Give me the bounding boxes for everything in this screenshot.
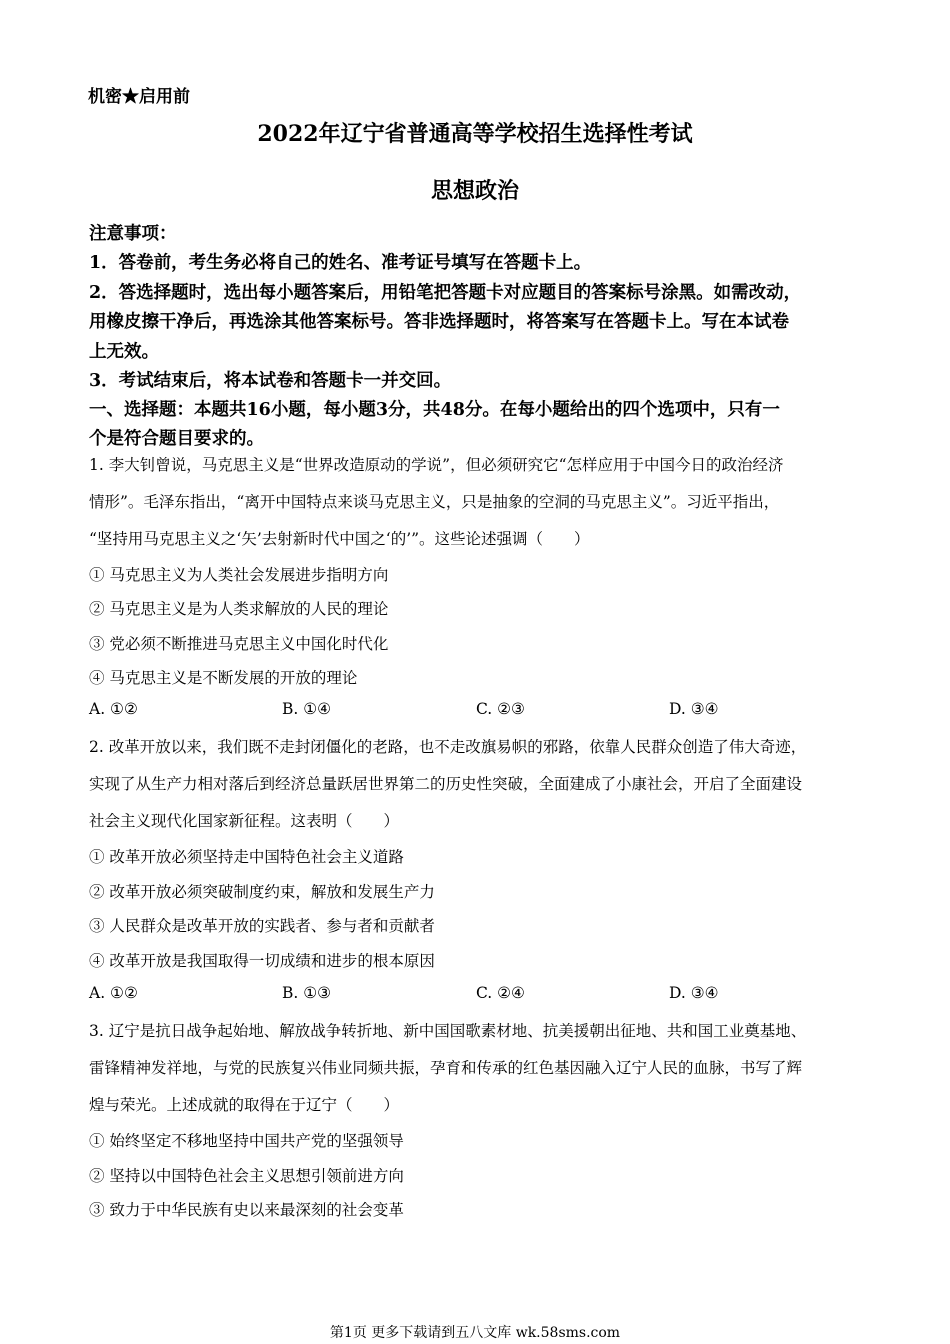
question-1-option-c[interactable]: C. ②③ xyxy=(476,700,525,718)
question-3-statement: ② 坚持以中国特色社会主义思想引领前进方向 xyxy=(89,1167,404,1185)
question-1-stem: 1. 李大钊曾说，马克思主义是“世界改造原动的学说”，但必须研究它“怎样应用于中国今日的政治经济 xyxy=(89,456,784,474)
question-3-stem: 3. 辽宁是抗日战争起始地、解放战争转折地、新中国国歌素材地、抗美援朝出征地、共和国工业奠基地、 xyxy=(89,1022,807,1040)
confidential-label: 机密★启用前 xyxy=(88,87,190,107)
section-heading: 一、选择题：本题共16小题，每小题3分，共48分。在每小题给出的四个选项中，只有一 xyxy=(89,400,780,420)
question-2-option-d[interactable]: D. ③④ xyxy=(669,984,719,1002)
section-heading-cont: 个是符合题目要求的。 xyxy=(89,429,264,449)
question-2-option-c[interactable]: C. ②④ xyxy=(476,984,525,1002)
question-3-stem: 雷锋精神发祥地，与党的民族复兴伟业同频共振，孕育和传承的红色基因融入辽宁人民的血脉，书写了辉 xyxy=(89,1059,803,1077)
question-2-statement: ③ 人民群众是改革开放的实践者、参与者和贡献者 xyxy=(89,917,435,935)
notice-item: 用橡皮擦干净后，再选涂其他答案标号。答非选择题时，将答案写在答题卡上。写在本试卷 xyxy=(89,312,789,332)
question-2-statement: ④ 改革开放是我国取得一切成绩和进步的根本原因 xyxy=(89,952,435,970)
notice-heading: 注意事项： xyxy=(89,224,177,244)
question-2-option-b[interactable]: B. ①③ xyxy=(282,984,332,1002)
question-1-statement: ② 马克思主义是为人类求解放的人民的理论 xyxy=(89,600,389,618)
page-footer: 第1页 更多下载请到五八文库 wk.58sms.com xyxy=(329,1325,621,1341)
exam-title: 2022年辽宁省普通高等学校招生选择性考试 xyxy=(257,121,693,147)
question-3-statement: ① 始终坚定不移地坚持中国共产党的坚强领导 xyxy=(89,1132,404,1150)
question-3-stem: 煌与荣光。上述成就的取得在于辽宁（ ） xyxy=(89,1096,400,1114)
question-1-stem: 情形”。毛泽东指出，“离开中国特点来谈马克思主义，只是抽象的空洞的马克思主义”。习近平指出， xyxy=(89,493,780,511)
notice-item: 上无效。 xyxy=(89,342,159,362)
subject-title: 思想政治 xyxy=(430,178,519,204)
question-2-stem: 实现了从生产力相对落后到经济总量跃居世界第二的历史性突破，全面建成了小康社会，开启了全面建设 xyxy=(89,775,803,793)
question-1-option-a[interactable]: A. ①② xyxy=(89,700,138,718)
question-1-statement: ① 马克思主义为人类社会发展进步指明方向 xyxy=(89,566,389,584)
question-2-statement: ② 改革开放必须突破制度约束，解放和发展生产力 xyxy=(89,883,435,901)
question-1-option-b[interactable]: B. ①④ xyxy=(282,700,332,718)
notice-item: 3．考试结束后，将本试卷和答题卡一并交回。 xyxy=(89,371,452,391)
question-2-option-a[interactable]: A. ①② xyxy=(89,984,138,1002)
question-2-stem: 2. 改革开放以来，我们既不走封闭僵化的老路，也不走改旗易帜的邪路，依靠人民群众创造了伟大奇迹， xyxy=(89,738,807,756)
question-1-stem: “坚持用马克思主义之‘矢’去射新时代中国之‘的’”。这些论述强调（ ） xyxy=(89,530,590,548)
question-1-statement: ③ 党必须不断推进马克思主义中国化时代化 xyxy=(89,635,389,653)
question-1-option-d[interactable]: D. ③④ xyxy=(669,700,719,718)
question-3-statement: ③ 致力于中华民族有史以来最深刻的社会变革 xyxy=(89,1201,404,1219)
notice-item: 2．答选择题时，选出每小题答案后，用铅笔把答题卡对应题目的答案标号涂黑。如需改动， xyxy=(89,283,802,303)
question-2-statement: ① 改革开放必须坚持走中国特色社会主义道路 xyxy=(89,848,404,866)
question-1-statement: ④ 马克思主义是不断发展的开放的理论 xyxy=(89,669,358,687)
question-2-stem: 社会主义现代化国家新征程。这表明（ ） xyxy=(89,812,400,830)
notice-item: 1．答卷前，考生务必将自己的姓名、准考证号填写在答题卡上。 xyxy=(89,253,592,273)
